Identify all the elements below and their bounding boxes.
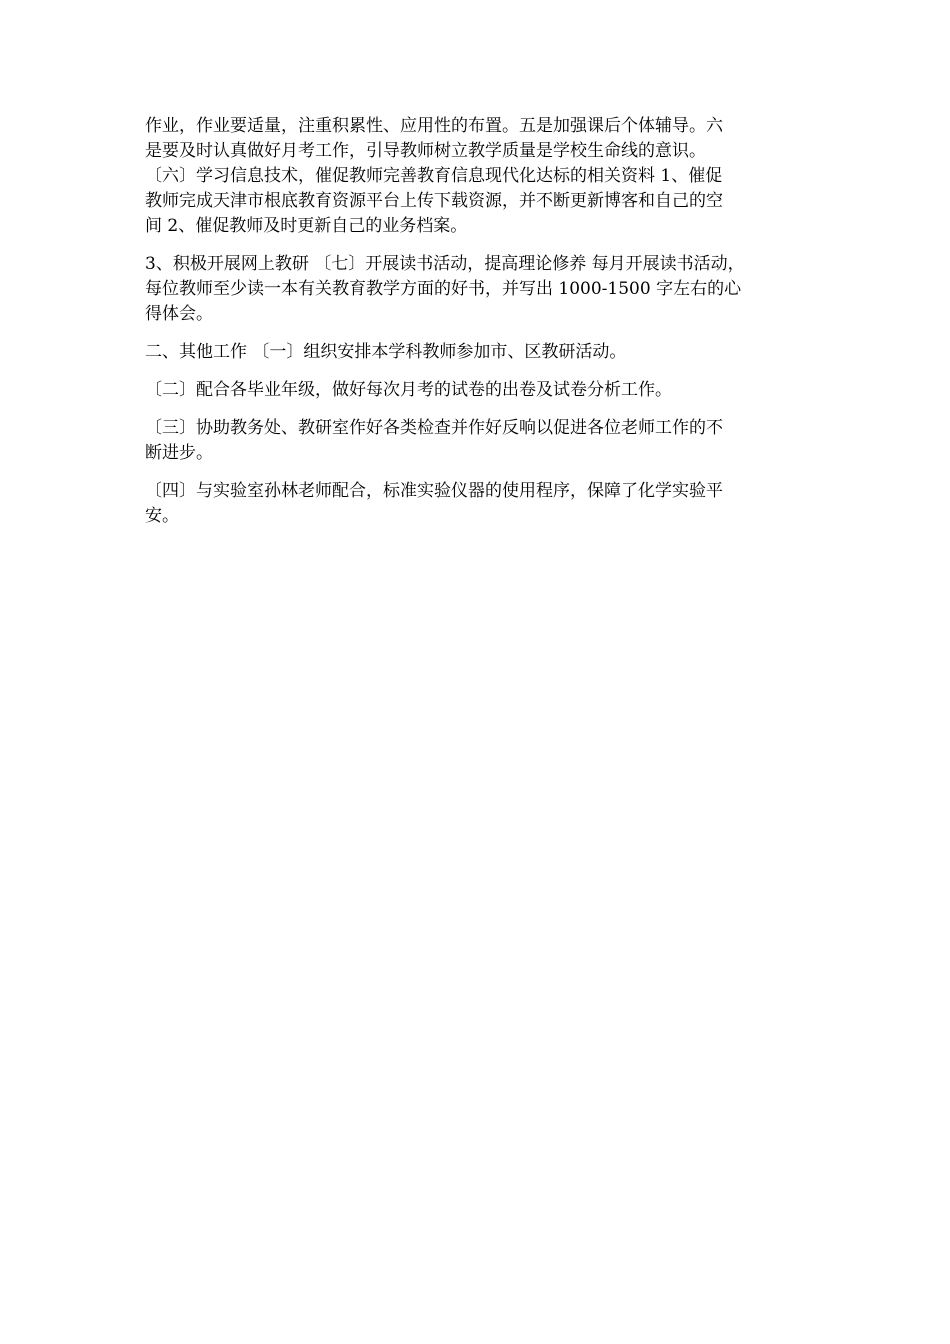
paragraph-other-work (145, 340, 835, 365)
paragraph-lab-safety (145, 479, 835, 529)
text-line: 作业，作业要适量，注重积累性、应用性的布置。五是加强课后个体辅导。六 (145, 116, 723, 136)
paragraph-spacer (145, 365, 835, 378)
paragraph-spacer (145, 239, 835, 252)
paragraph-homework-exams (145, 114, 835, 239)
paragraph-spacer (145, 403, 835, 416)
text-line: 〔二〕配合各毕业年级，做好每次月考的试卷的出卷及试卷分析工作。 (145, 380, 672, 400)
paragraph-spacer (145, 466, 835, 479)
paragraph-spacer (145, 327, 835, 340)
text-line: 〔三〕协助教务处、教研室作好各类检查并作好反响以促进各位老师工作的不 (145, 418, 723, 438)
text-line: 断进步。 (145, 443, 213, 463)
text-line: 是要及时认真做好月考工作，引导教师树立教学质量是学校生命线的意识。 (145, 141, 706, 161)
paragraph-exam-papers (145, 378, 835, 403)
text-line: 得体会。 (145, 304, 213, 324)
text-line: 每位教师至少读一本有关教育教学方面的好书，并写出 1000-1500 字左右的心 (145, 279, 742, 299)
text-line: 〔四〕与实验室孙林老师配合，标准实验仪器的使用程序，保障了化学实验平 (145, 481, 723, 501)
text-line: 教师完成天津市根底教育资源平台上传下载资源，并不断更新博客和自己的空 (145, 191, 723, 211)
text-line: 间 2、催促教师及时更新自己的业务档案。 (145, 216, 468, 236)
text-line: 3、积极开展网上教研 〔七〕开展读书活动，提高理论修养 每月开展读书活动， (145, 254, 745, 274)
document-body (145, 114, 835, 529)
text-line: 安。 (145, 506, 179, 526)
text-line: 二、其他工作 〔一〕组织安排本学科教师参加市、区教研活动。 (145, 342, 627, 362)
text-line: 〔六〕学习信息技术，催促教师完善教育信息现代化达标的相关资料 1、催促 (145, 166, 723, 186)
paragraph-online-research-reading (145, 252, 835, 327)
paragraph-inspection-assist (145, 416, 835, 466)
